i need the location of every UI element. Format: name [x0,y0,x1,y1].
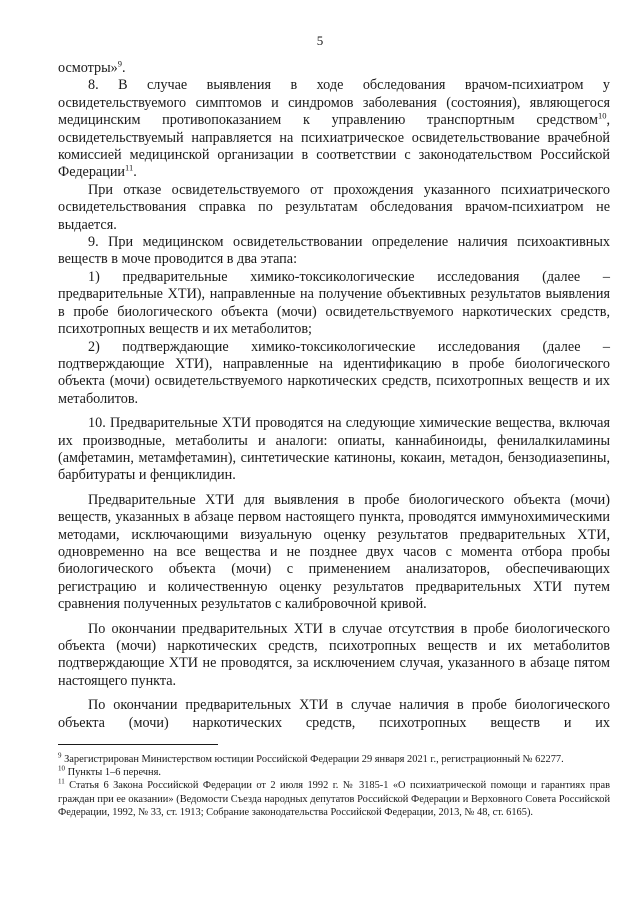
footnote-reference: 11 [125,162,134,173]
footnote-mark: 9 [58,751,62,760]
paragraph-text: . [121,60,126,76]
footnote-text: Зарегистрирован Министерством юстиции Российской Федерации 29 января 2021 г., регистрационный № 62277. [61,754,564,765]
footnote-mark: 11 [58,777,65,786]
paragraph-text: 2) подтверждающие химико-токсикологические исследования (далее – подтверждающие ХТИ), направленные на идентификацию в пробе биологического объекта (мочи) освидетельствуемого наркотических средств, психотропных веществ и их метаболитов. [58,338,610,407]
footnote-text: Пункты 1–6 перечня. [65,767,161,779]
document-body [58,60,610,732]
paragraph [58,234,610,269]
paragraph-text: 9. При медицинском освидетельствовании определение наличия психоактивных веществ в моче проводится в два этапа: [58,234,610,268]
footnote [58,766,610,779]
paragraph-text: , освидетельствуемый направляется на психиатрическое освидетельствование врачебной комиссией медицинской организации в соответствии с законодательством Российской Федерации [58,112,610,181]
paragraph [58,339,610,409]
paragraph-text: 10. Предварительные ХТИ проводятся на следующие химические вещества, включая их производные, метаболиты и аналоги: опиаты, каннабиноиды, фенилалкиламины (амфетамин, метамфетамин), синтетические катиноны, кокаин, метадон, бензодиазепины, барбитураты и фенциклидин. [58,415,610,484]
footnote-reference: 10 [597,110,607,121]
page-number: 5 [316,33,324,48]
paragraph-text: Предварительные ХТИ для выявления в пробе биологического объекта (мочи) веществ, указанных в абзаце первом настоящего пункта, проводятся иммунохимическими методами, исключающими визуальную оценку результатов предварительных ХТИ, одновременно на все вещества и не позднее двух часов с момента отбора пробы биологического объекта (мочи) с применением анализаторов, обеспечивающих регистрацию и количественную оценку результатов предварительных ХТИ путем сравнения полученных результатов с калибровочной кривой. [58,491,610,613]
paragraph-text: 1) предварительные химико-токсикологические исследования (далее – предварительные ХТИ), направленные на получение объективных результатов выявления в пробе биологического объекта (мочи) освидетельствуемого наркотических средств, психотропных веществ и их метаболитов; [58,268,610,338]
paragraph-text: При отказе освидетельствуемого от прохождения указанного психиатрического освидетельствования справка по результатам обследования врачом-психиатром не выдается. [58,181,610,233]
paragraph [58,415,610,485]
paragraph [58,492,610,614]
paragraph-text: По окончании предварительных ХТИ в случае наличия в пробе биологического объекта (мочи) наркотических средств, психотропных веществ и их [58,697,610,731]
paragraph-text: По окончании предварительных ХТИ в случае отсутствия в пробе биологического объекта (мочи) наркотических средств, психотропных веществ и их метаболитов подтверждающие ХТИ не проводятся, за исключением случая, указанного в абзаце пятом настоящего пункта. [58,620,610,689]
paragraph-text: . [133,164,137,181]
footnotes [58,753,610,819]
paragraph [58,182,610,234]
footnote-separator [58,744,218,745]
footnote-text: Статья 6 Закона Российской Федерации от 2 июля 1992 г. № 3185-1 «О психиатрической помощи и гарантиях прав граждан при ее оказании» (Ведомости Съезда народных депутатов Российской Федерации и Верховного Совета Российской Федерации, 1992, № 33, ст. 1913; Собрание законодательства Российской Федерации, 2013, № 48, ст. 6165). [58,780,610,818]
paragraph [58,269,610,339]
paragraph [58,697,610,732]
footnote-mark: 10 [58,764,65,773]
paragraph [58,77,610,181]
paragraph-text: 8. В случае выявления в ходе обследования врачом-психиатром у освидетельствуемого симптомов и синдромов заболевания (состояния), являющегося медицинским противопоказанием к управлению транспортным средством [58,77,610,129]
paragraph [58,621,610,691]
footnote-reference: 9 [117,58,122,69]
paragraph-text: осмотры» [58,60,118,76]
footnote [58,753,610,766]
footnote [58,779,610,819]
paragraph [58,60,610,77]
